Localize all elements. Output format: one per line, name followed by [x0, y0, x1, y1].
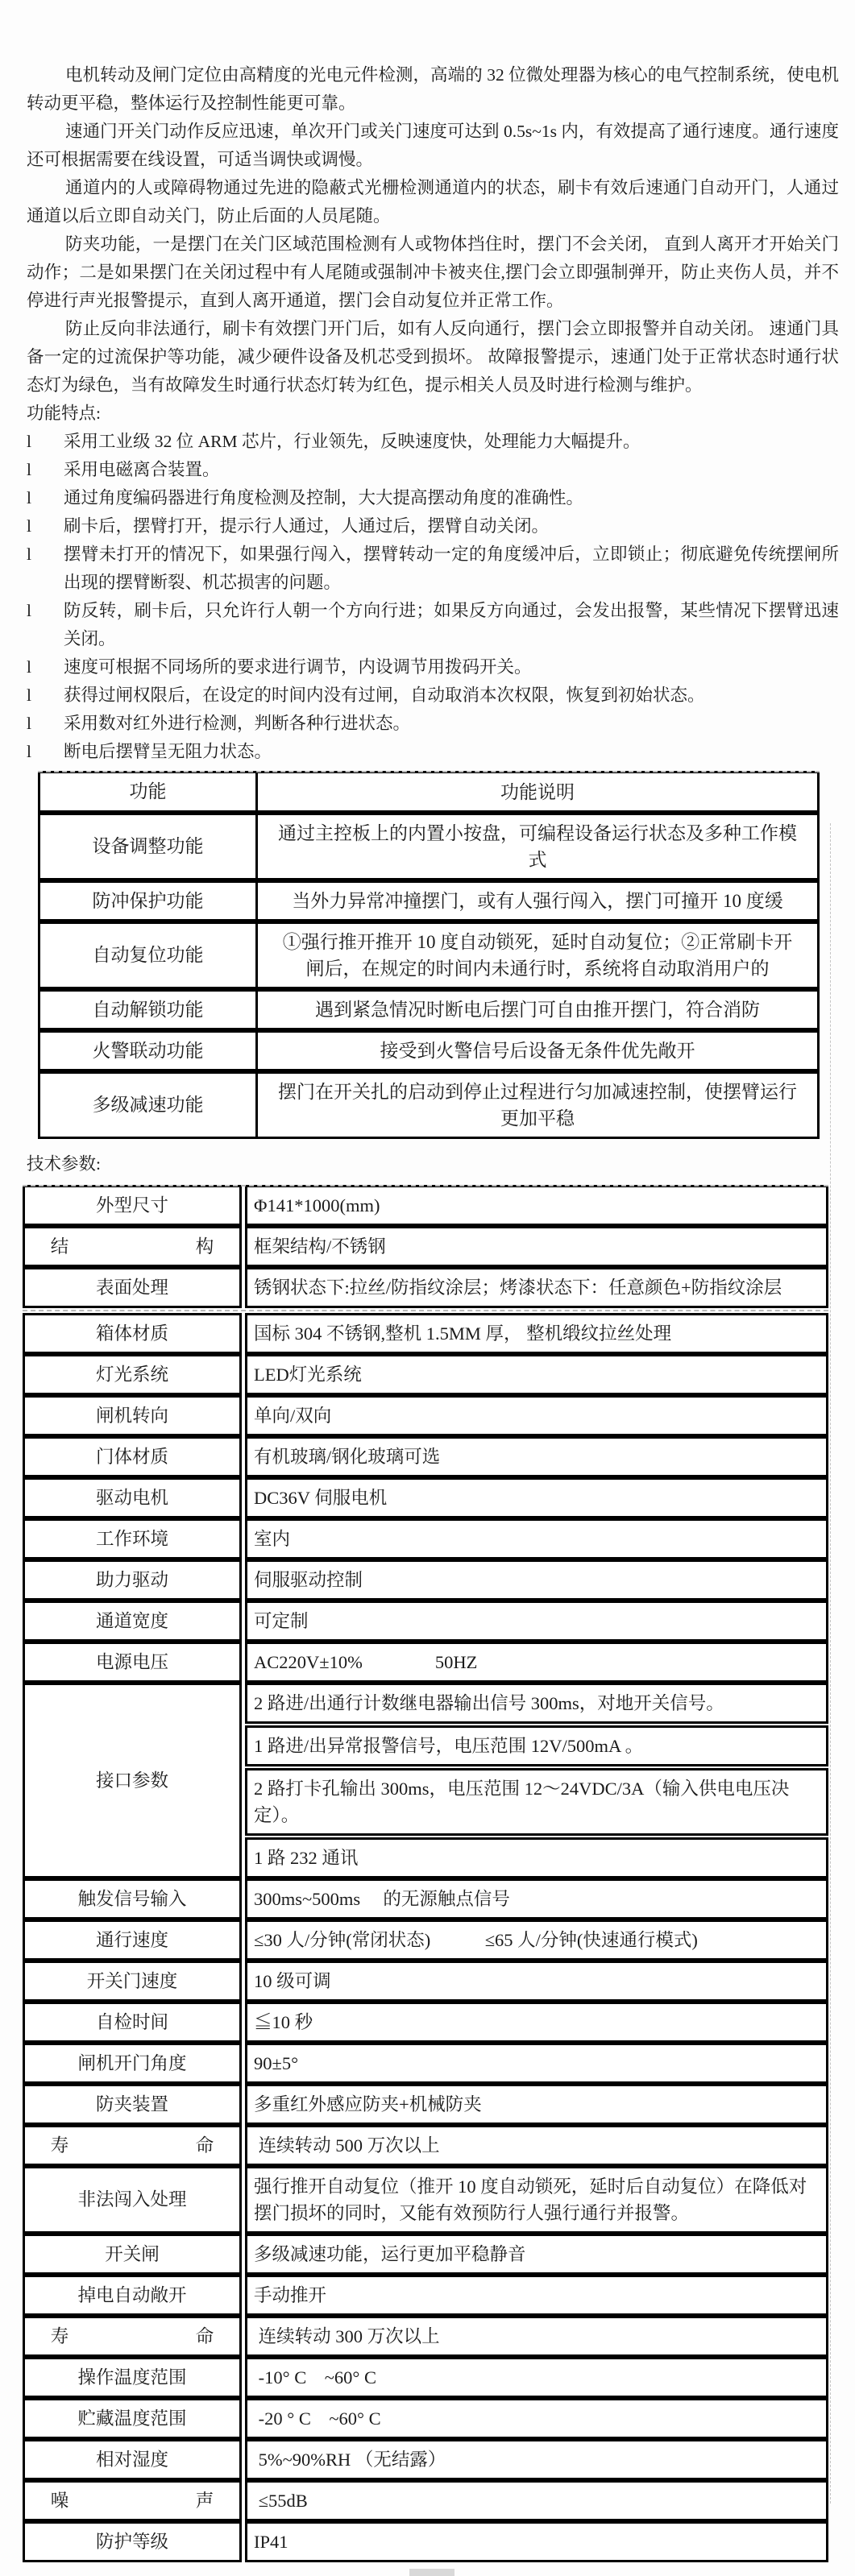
- tech-row: [23, 1226, 828, 1267]
- intro-paragraph: 速通门开关门动作反应迅速，单次开门或关门速度可达到 0.5s~1s 内，有效提高了通行速度。通行速度还可根据需要在线设置，可适当调快或调慢。: [27, 122, 839, 169]
- tech-row: [23, 2084, 828, 2125]
- intro-paragraph: 电机转动及闸门定位由高精度的光电元件检测，高端的 32 位微处理器为核心的电气控制系统，使电机转动更平稳，整体运行及控制性能更可靠。: [27, 65, 839, 113]
- tech-label-cell: 防护等级: [23, 2521, 242, 2562]
- tech-row: [23, 2002, 828, 2043]
- tech-label-cell: 触发信号输入: [23, 1878, 242, 1920]
- tech-value-cell: 锈钢状态下:拉丝/防指纹涂层；烤漆状态下：任意颜色+防指纹涂层: [245, 1267, 828, 1308]
- tech-value-cell: ≤55dB: [245, 2480, 828, 2521]
- feature-text: 断电后摆臂呈无阻力状态。: [64, 742, 272, 761]
- feature-item: [27, 484, 839, 512]
- bullet-marker: l: [27, 545, 31, 564]
- tech-value-cell: ≦10 秒: [245, 2002, 828, 2043]
- intro-paragraph: 通道内的人或障碍物通过先进的隐蔽式光栅检测通道内的状态，刷卡有效后速通门自动开门，人通过通道以后立即自动关门，防止后面的人员尾随。: [27, 178, 839, 226]
- function-table: [38, 771, 820, 1139]
- function-table-header: [38, 771, 820, 813]
- tech-label-cell: 接口参数: [23, 1683, 242, 1878]
- tech-row: [23, 1477, 828, 1518]
- function-desc-cell: 摆门在开关扎的启动到停止过程进行匀加减速控制，使摆臂运行更加平稳: [255, 1071, 820, 1139]
- tech-row: [23, 2316, 828, 2357]
- tech-value-cell: LED灯光系统: [245, 1354, 828, 1395]
- tech-label-cell: 自检时间: [23, 2002, 242, 2043]
- function-header-cell: 功能: [38, 771, 255, 813]
- tech-row: [23, 2275, 828, 2316]
- function-name-cell: 多级减速功能: [38, 1071, 255, 1139]
- tech-row: [23, 1642, 828, 1683]
- tech-label-cell: 门体材质: [23, 1436, 242, 1477]
- bullet-marker: l: [27, 714, 31, 733]
- tech-value-cell: 单向/双向: [245, 1395, 828, 1436]
- tech-interface-row: [23, 1683, 828, 1878]
- features-heading: 功能特点:: [27, 404, 101, 423]
- interface-value-cell: 1 路进/出异常报警信号，电压范围 12V/500mA 。: [245, 1725, 828, 1766]
- tech-label-cell: 闸机开门角度: [23, 2043, 242, 2084]
- tech-value-cell: 多重红外感应防夹+机械防夹: [245, 2084, 828, 2125]
- interface-value-cell: 2 路进/出通行计数继电器输出信号 300ms，对地开关信号。: [245, 1683, 828, 1724]
- tech-row: [23, 1185, 828, 1226]
- feature-item: [27, 428, 839, 456]
- function-name-cell: 自动复位功能: [38, 921, 255, 989]
- tech-label-cell: 灯光系统: [23, 1354, 242, 1395]
- tech-value-cell: 手动推开: [245, 2275, 828, 2316]
- tech-label-cell: 开关闸: [23, 2234, 242, 2275]
- feature-item: [27, 653, 839, 681]
- bullet-marker: l: [27, 742, 31, 761]
- tech-table: [23, 1185, 828, 2576]
- tech-label-cell: 闸机转向: [23, 1395, 242, 1436]
- tech-label-cell: 贮藏温度范围: [23, 2398, 242, 2439]
- tech-label-cell: 非法闯入处理: [23, 2166, 242, 2234]
- page-break-mark: [409, 2569, 454, 2576]
- tech-row: [23, 2234, 828, 2275]
- function-desc-cell: 接受到火警信号后设备无条件优先敞开: [255, 1030, 820, 1071]
- tech-value-cell: 有机玻璃/钢化玻璃可选: [245, 1436, 828, 1477]
- tech-label-cell: 寿 命: [23, 2125, 242, 2166]
- tech-row: [23, 2125, 828, 2166]
- tech-value-cell: -10° C ~60° C: [245, 2357, 828, 2398]
- tech-row: [23, 2439, 828, 2480]
- feature-text: 防反转，刷卡后，只允许行人朝一个方向行进；如果反方向通过，会发出报警，某些情况下摆臂迅速关闭。: [64, 601, 839, 648]
- function-desc-cell: ①强行推开推开 10 度自动锁死，延时自动复位；②正常刷卡开闸后，在规定的时间内未通行时，系统将自动取消用户的: [255, 921, 820, 989]
- tech-label-cell: 外型尺寸: [23, 1185, 242, 1226]
- tech-row: [23, 1267, 828, 1308]
- bullet-marker: l: [27, 601, 31, 620]
- tech-row: [23, 1395, 828, 1436]
- tech-label-cell: 助力驱动: [23, 1559, 242, 1601]
- tech-row: [23, 1559, 828, 1601]
- interface-value-cell: 1 路 232 通讯: [245, 1837, 828, 1878]
- page-break-line: [830, 823, 831, 2504]
- tech-value-cell: 室内: [245, 1518, 828, 1559]
- tech-row: [23, 2357, 828, 2398]
- tech-value-cell: 伺服驱动控制: [245, 1559, 828, 1601]
- feature-item: [27, 456, 839, 484]
- intro-paragraph: 防夹功能，一是摆门在关门区域范围检测有人或物体挡住时，摆门不会关闭， 直到人离开才开始关门动作；二是如果摆门在关闭过程中有人尾随或强制冲卡被夹住,摆门会立即强制弹开，防止夹伤人员，并不停进行声光报警提示，直到人离开通道，摆门会自动复位并正常工作。: [27, 234, 839, 310]
- interface-values: [245, 1683, 828, 1878]
- tech-row: [23, 1518, 828, 1559]
- tech-value-cell: 90±5°: [245, 2043, 828, 2084]
- function-desc-cell: 遇到紧急情况时断电后摆门可自由推开摆门，符合消防: [255, 989, 820, 1030]
- tech-value-cell: 多级减速功能，运行更加平稳静音: [245, 2234, 828, 2275]
- feature-text: 采用电磁离合装置。: [64, 460, 220, 479]
- tech-label-cell: 表面处理: [23, 1267, 242, 1308]
- tech-row: [23, 2398, 828, 2439]
- tech-value-cell: 10 级可调: [245, 1961, 828, 2002]
- bullet-marker: l: [27, 432, 31, 451]
- tech-label-cell: 结 构: [23, 1226, 242, 1267]
- tech-value-cell: 可定制: [245, 1601, 828, 1642]
- tech-row: [23, 1436, 828, 1477]
- tech-label-cell: 寿 命: [23, 2316, 242, 2357]
- function-row: [38, 1071, 820, 1139]
- function-desc-header-cell: 功能说明: [255, 771, 820, 813]
- tech-row: [23, 1313, 828, 1354]
- feature-text: 采用工业级 32 位 ARM 芯片，行业领先，反映速度快，处理能力大幅提升。: [64, 432, 641, 451]
- tech-row: [23, 1961, 828, 2002]
- feature-item: [27, 738, 839, 766]
- tech-value-cell: 强行推开自动复位（推开 10 度自动锁死，延时后自动复位）在降低对摆门损坏的同时，又能有效预防行人强行通行并报警。: [245, 2166, 828, 2234]
- tech-value-cell: AC220V±10% 50HZ: [245, 1642, 828, 1683]
- tech-label-cell: 噪 声: [23, 2480, 242, 2521]
- feature-text: 采用数对红外进行检测，判断各种行进状态。: [64, 714, 411, 733]
- tech-label-cell: 驱动电机: [23, 1477, 242, 1518]
- feature-item: [27, 512, 839, 540]
- bullet-marker: l: [27, 657, 31, 677]
- tech-label-cell: 掉电自动敞开: [23, 2275, 242, 2316]
- tech-value-cell: Φ141*1000(mm): [245, 1185, 828, 1226]
- tech-row: [23, 2166, 828, 2234]
- bullet-marker: l: [27, 460, 31, 479]
- function-row: [38, 989, 820, 1030]
- bullet-marker: l: [27, 685, 31, 705]
- tech-value-cell: 300ms~500ms 的无源触点信号: [245, 1878, 828, 1920]
- features-list: [27, 428, 839, 766]
- function-name-cell: 设备调整功能: [38, 813, 255, 880]
- function-desc-cell: 通过主控板上的内置小按盘，可编程设备运行状态及多种工作模式: [255, 813, 820, 880]
- function-row: [38, 813, 820, 880]
- feature-text: 获得过闸权限后，在设定的时间内没有过闸，自动取消本次权限，恢复到初始状态。: [64, 685, 705, 705]
- tech-value-cell: 连续转动 500 万次以上: [245, 2125, 828, 2166]
- function-name-cell: 防冲保护功能: [38, 880, 255, 921]
- tech-label-cell: 工作环境: [23, 1518, 242, 1559]
- tech-value-cell: DC36V 伺服电机: [245, 1477, 828, 1518]
- feature-text: 刷卡后，摆臂打开，提示行人通过，人通过后，摆臂自动关闭。: [64, 516, 550, 536]
- function-row: [38, 880, 820, 921]
- tech-row: [23, 1920, 828, 1961]
- tech-value-cell: -20 ° C ~60° C: [245, 2398, 828, 2439]
- tech-row: [23, 1878, 828, 1920]
- feature-item: [27, 710, 839, 738]
- tech-value-cell: 国标 304 不锈钢,整机 1.5MM 厚， 整机缎纹拉丝处理: [245, 1313, 828, 1354]
- function-name-cell: 火警联动功能: [38, 1030, 255, 1071]
- tech-label-cell: 操作温度范围: [23, 2357, 242, 2398]
- feature-text: 速度可根据不同场所的要求进行调节，内设调节用拨码开关。: [64, 657, 532, 677]
- tech-label-cell: 开关门速度: [23, 1961, 242, 2002]
- tech-heading: 技术参数:: [27, 1154, 101, 1174]
- tech-label-cell: 相对湿度: [23, 2439, 242, 2480]
- tech-value-cell: 框架结构/不锈钢: [245, 1226, 828, 1267]
- tech-value-cell: 连续转动 300 万次以上: [245, 2316, 828, 2357]
- page-break-line: [38, 771, 820, 772]
- function-row: [38, 921, 820, 989]
- tech-label-cell: 通道宽度: [23, 1601, 242, 1642]
- tech-value-cell: 5%~90%RH （无结露）: [245, 2439, 828, 2480]
- interface-value-cell: 2 路打卡孔输出 300ms，电压范围 12～24VDC/3A（输入供电电压决定）。: [245, 1768, 828, 1836]
- feature-item: [27, 597, 839, 653]
- page-break-line: [23, 1310, 828, 1311]
- tech-row: [23, 2521, 828, 2562]
- function-name-cell: 自动解锁功能: [38, 989, 255, 1030]
- tech-row: [23, 1601, 828, 1642]
- tech-value-cell: ≤30 人/分钟(常闭状态) ≤65 人/分钟(快速通行模式): [245, 1920, 828, 1961]
- tech-label-cell: 防夹装置: [23, 2084, 242, 2125]
- tech-label-cell: 通行速度: [23, 1920, 242, 1961]
- tech-row: [23, 2480, 828, 2521]
- feature-item: [27, 540, 839, 597]
- function-row: [38, 1030, 820, 1071]
- feature-item: [27, 681, 839, 710]
- page-break-line: [23, 1185, 828, 1187]
- feature-text: 通过角度编码器进行角度检测及控制，大大提高摆动角度的准确性。: [64, 488, 584, 507]
- tech-row: [23, 1354, 828, 1395]
- intro-paragraph: 防止反向非法通行，刷卡有效摆门开门后，如有人反向通行，摆门会立即报警并自动关闭。 速通门具备一定的过流保护等功能，减少硬件设备及机芯受到损坏。 故障报警提示，速通门处于正常状态时通行状态灯为绿色，当有故障发生时通行状态灯转为红色，提示相关人员及时进行检测与维护。: [27, 319, 839, 395]
- tech-row: [23, 2043, 828, 2084]
- bullet-marker: l: [27, 516, 31, 536]
- feature-text: 摆臂未打开的情况下，如果强行闯入，摆臂转动一定的角度缓冲后，立即锁止；彻底避免传统摆闸所出现的摆臂断裂、机芯损害的问题。: [64, 545, 839, 592]
- tech-value-cell: IP41: [245, 2521, 828, 2562]
- tech-label-cell: 电源电压: [23, 1642, 242, 1683]
- function-desc-cell: 当外力异常冲撞摆门，或有人强行闯入，摆门可撞开 10 度缓: [255, 880, 820, 921]
- bullet-marker: l: [27, 488, 31, 507]
- tech-label-cell: 箱体材质: [23, 1313, 242, 1354]
